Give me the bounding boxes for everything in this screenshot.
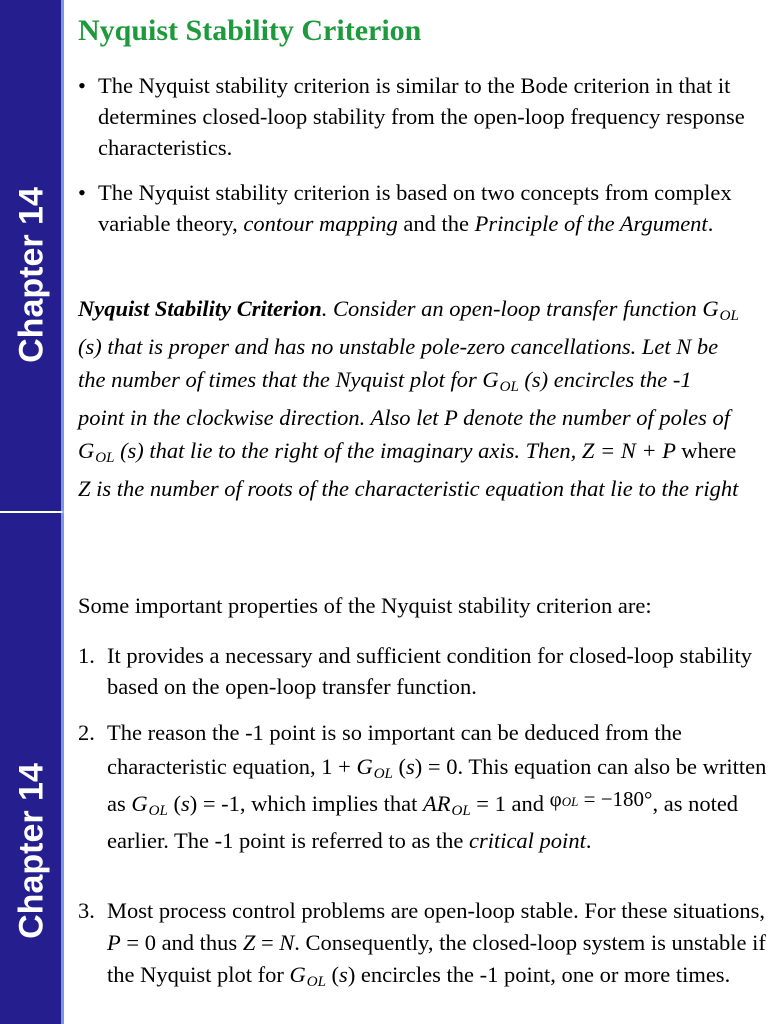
item-text: ) = 0. This equation can also be written as: [107, 754, 767, 816]
item-text: , as noted earlier. The -1 point is referred to as the: [107, 791, 739, 853]
bullet-icon: •: [78, 180, 86, 205]
criterion-heading: Nyquist Stability Criterion: [78, 296, 322, 321]
property-item: [78, 895, 767, 994]
item-text: It provides a necessary and sufficient condition for closed-loop stability based on the open-loop transfer function.: [107, 643, 753, 699]
var-s: s: [339, 962, 348, 987]
item-text: ) = -1, which implies that: [189, 791, 423, 816]
criterion-text: . Consider an open-loop transfer function G: [321, 296, 719, 321]
subscript-ol: OL: [499, 379, 519, 395]
item-text: = 0 and thus: [120, 930, 243, 955]
item-number: 1.: [78, 643, 95, 668]
item-text: = 1 and: [470, 791, 550, 816]
subscript-ol: OL: [373, 766, 393, 782]
var-s: s: [180, 791, 190, 816]
subscript-ol: OL: [719, 308, 739, 324]
item-number: 3.: [78, 898, 95, 923]
var-n: N: [279, 930, 295, 955]
term-critical-point: critical point: [468, 828, 586, 853]
subscript-ol: OL: [451, 803, 471, 819]
term-contour-mapping: contour mapping: [243, 211, 398, 236]
criterion-text: (s) that lie to the right of the imaginary axis. Then, Z = N + P: [114, 438, 682, 463]
property-item: [78, 716, 767, 858]
criterion-where: where: [681, 438, 737, 463]
var-ar: AR: [422, 791, 451, 816]
var-p: P: [107, 930, 121, 955]
bullet-text: The Nyquist stability criterion is similar to the Bode criterion in that it determines closed-loop stability from the open-loop frequency response characteristics.: [98, 73, 745, 160]
item-text: The reason the -1 point is so important can be deduced from the characteristic equation, 1 +: [107, 720, 682, 779]
bullet-item: [78, 177, 758, 239]
item-text: (: [392, 754, 407, 779]
criterion-text: (s) that is proper and has no unstable pole-zero cancellations. Let N be the number of times that the Nyquist plot for G: [78, 333, 719, 392]
property-item: [78, 640, 767, 702]
criterion-text: (s) encircles the -1 point in the clockwise direction. Also let P denote the number of poles of G: [78, 367, 730, 463]
phi-subscript: OL: [561, 794, 579, 809]
slide-title: Nyquist Stability Criterion: [78, 14, 422, 47]
bullet-item: [78, 70, 758, 163]
var-g: G: [289, 962, 306, 987]
item-text: ) encircles the -1 point, one or more times.: [347, 962, 731, 987]
item-text: Most process control problems are open-loop stable. For these situations,: [107, 898, 766, 923]
var-g: G: [356, 754, 373, 779]
item-text: =: [255, 930, 280, 955]
item-number: 2.: [78, 720, 95, 745]
chapter-label: Chapter 14: [12, 763, 51, 939]
var-s: s: [406, 754, 415, 779]
bullet-text: .: [707, 211, 714, 236]
subscript-ol: OL: [148, 803, 168, 819]
phase-value: = −180°: [578, 787, 653, 811]
bullet-icon: •: [78, 73, 86, 98]
item-text: (: [167, 791, 181, 816]
properties-intro: Some important properties of the Nyquist stability criterion are:: [78, 593, 652, 618]
chapter-label: Chapter 14: [12, 187, 51, 363]
chapter-sidebar: [0, 0, 64, 512]
phi-symbol: φ: [549, 787, 562, 811]
item-text: . Consequently, the closed-loop system is unstable if the Nyquist plot for: [107, 930, 766, 987]
bullet-text: The Nyquist stability criterion is based on two concepts from complex variable theory,: [98, 180, 732, 236]
criterion-text: Z is the number of roots of the characteristic equation that lie to the right: [78, 475, 739, 501]
phase-equation: [550, 787, 653, 811]
var-g: G: [131, 791, 148, 816]
subscript-ol: OL: [95, 450, 115, 466]
chapter-sidebar: [0, 512, 64, 1024]
subscript-ol: OL: [306, 974, 326, 990]
term-principle-of-argument: Principle of the Argument: [474, 211, 708, 236]
item-text: (: [325, 962, 340, 987]
item-text: .: [585, 828, 592, 853]
bullet-text: and the: [397, 211, 475, 236]
var-z: Z: [242, 930, 256, 955]
